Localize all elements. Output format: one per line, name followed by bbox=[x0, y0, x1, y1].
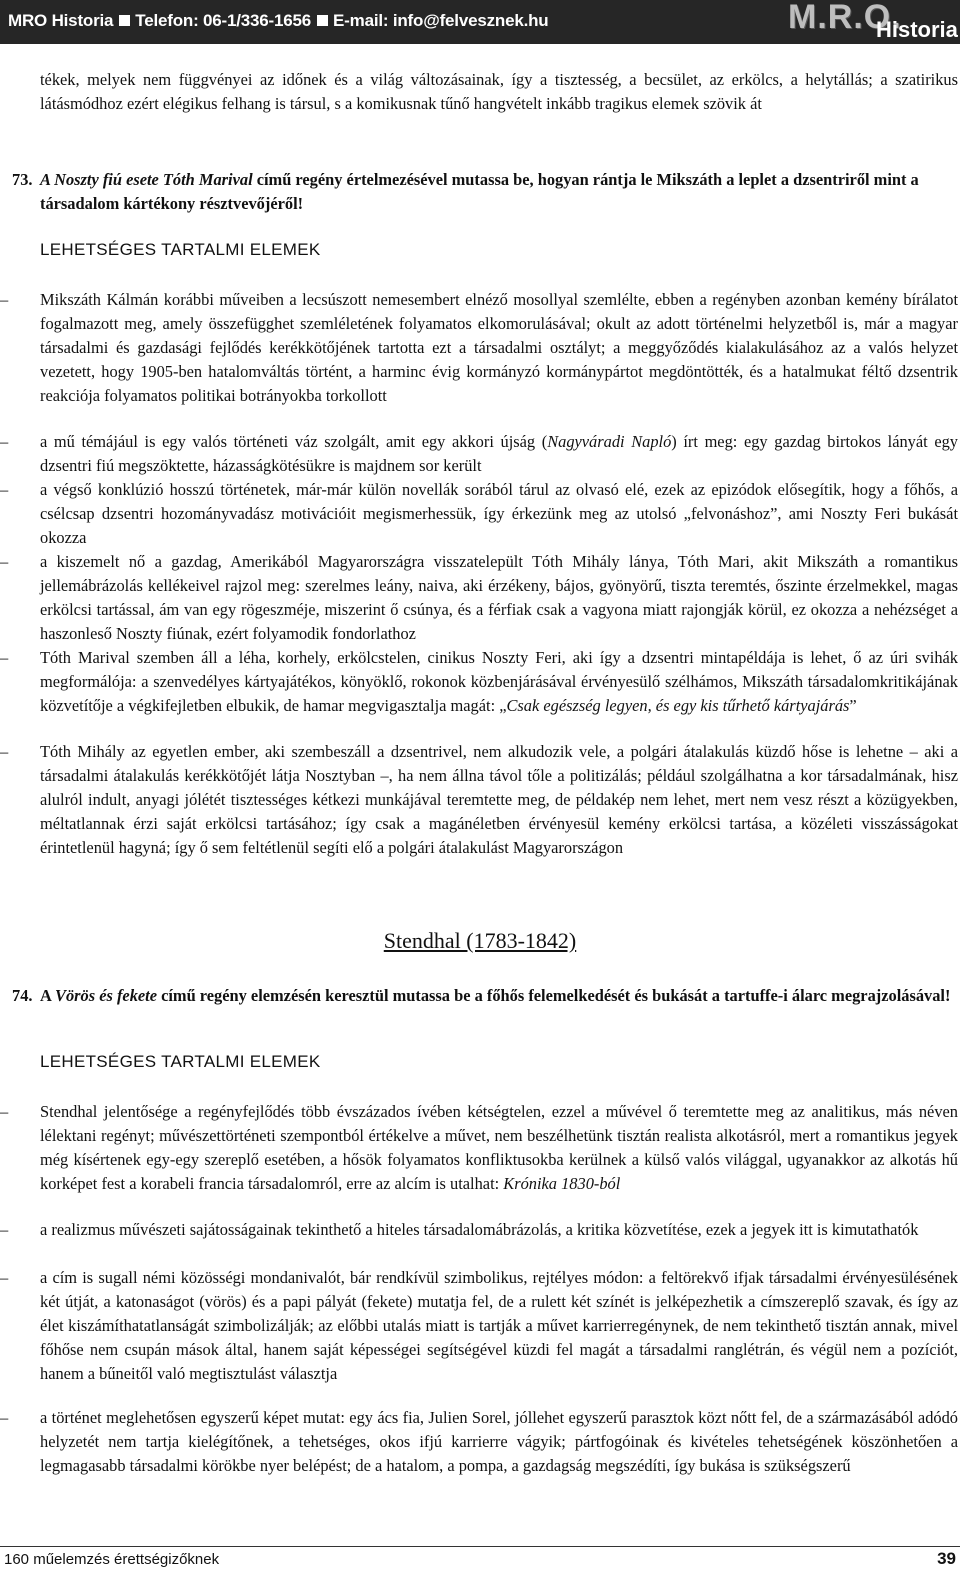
list-dash: – bbox=[0, 432, 9, 451]
list-dash: – bbox=[0, 552, 9, 571]
mro-historia-logo bbox=[788, 2, 958, 42]
list-dash: – bbox=[0, 648, 9, 667]
list-dash: – bbox=[0, 1268, 9, 1287]
list-item: a cím is sugall némi közösségi mondanivalót, bár rendkívül szimbolikus, rejtélyes módon: a feltörekvő ifjak társadalmi érvényesülésének két útját, a katonaságot (vörös) és a papi pályát (fekete) mutatja fel, de a rulett két színét is jelképezhetik a címszereplő szavak, és így az élet kiszámíthatatlanságát szimbolizálják; az előbbi utalás miatt is tartják a művet karrierregénynek, de nem tekinthető tisztán annak, mivel főhőse nem csupán mások által, hanem saját képességei segítségével küzdi fel magát a társadalmi ranglétrán, és végül nem a pozíciót, hanem a bűneitől való megtisztulást választja bbox=[40, 1268, 958, 1383]
question-73-title: A Noszty fiú esete Tóth Marival bbox=[40, 170, 253, 189]
list-item-text: ) írt meg: egy gazdag birtokos lányát egy dzsentri fiú megszöktette, házasságkötésükre is majdnem sor került bbox=[40, 432, 958, 475]
section-title: Stendhal (1783-1842) bbox=[383, 928, 577, 953]
question-74-text bbox=[40, 984, 958, 1008]
newspaper-title: Nagyváradi Napló bbox=[547, 432, 672, 451]
question-74-number: 74. bbox=[12, 986, 33, 1005]
page-number: 39 bbox=[937, 1549, 956, 1568]
question-73-body: című regény értelmezésével mutassa be, hogyan rántja le Mikszáth a leplet a dzsentriről mint a társadalom kártékony résztvevőjéről! bbox=[40, 170, 919, 213]
question-74-prefix: A bbox=[40, 986, 56, 1005]
logo-historia-text: Historia bbox=[876, 17, 958, 42]
quote-text: Csak egészség legyen, és egy kis tűrhető kártyajárás bbox=[506, 696, 850, 715]
square-bullet-icon bbox=[119, 15, 130, 26]
list-item bbox=[40, 430, 958, 478]
header-email: E-mail: info@felvesznek.hu bbox=[333, 11, 549, 30]
list-item bbox=[40, 1100, 958, 1196]
logo-mro-text: M.R.O. bbox=[788, 0, 902, 36]
header-brand: MRO Historia bbox=[8, 11, 114, 30]
question-73-number: 73. bbox=[12, 170, 33, 189]
footer-title: 160 műelemzés érettségizőknek bbox=[4, 1551, 220, 1568]
list-item-text: a mű témájául is egy valós történeti váz szolgált, amit egy akkori újság ( bbox=[40, 432, 548, 451]
list-dash: – bbox=[0, 290, 9, 309]
list-dash: – bbox=[0, 480, 9, 499]
question-74-title: Vörös és fekete bbox=[55, 986, 157, 1005]
list-dash: – bbox=[0, 742, 9, 761]
square-bullet-icon bbox=[317, 15, 328, 26]
header-contact bbox=[8, 11, 548, 31]
list-item: a realizmus művészeti sajátosságainak tekinthető a hiteles társadalomábrázolás, a kritika közvetítése, ezek a jegyek itt is kimutathatók bbox=[40, 1220, 919, 1239]
list-dash: – bbox=[0, 1102, 9, 1121]
q74-subheading: LEHETSÉGES TARTALMI ELEMEK bbox=[40, 1052, 321, 1071]
list-item bbox=[40, 646, 958, 718]
list-item-text: Stendhal jelentősége a regényfejlődés több évszázados ívében kétségtelen, ezzel a művével ő teremtette meg az analitikus, más néven lélektani regényt; művészettörténeti szempontból értékelve a művet, nem beszélhetünk tisztán realista alkotásról, mert a romantikus jegyek még kísértenek egy-egy szereplő esetében, a hősök folyamatos konfliktusokba kerülnek a külső valós világgal, ugyanakkor az alkotás hű korképet fest a korabeli francia társadalomról, erre az alcím is utalhat: bbox=[40, 1102, 958, 1193]
list-item: a kiszemelt nő a gazdag, Amerikából Magyarországra visszatelepült Tóth Mihály lánya, Tóth Mari, akit Mikszáth a romantikus jellemábrázolás kellékeivel rajzol meg: szerelmes leány, naiva, aki érzékeny, bájos, gyönyörű, tiszta teremtés, őszinte érzelmekkel, magas erkölcsi tartással, ám van egy rögeszméje, miszerint ő csúnya, és a férfiak csak a vagyona miatt rajongják körül, ez okozza a nehézséget a haszonleső Noszty fiúnak, ezért folyamodik fondorlathoz bbox=[40, 552, 958, 643]
footer-divider bbox=[0, 1546, 960, 1547]
list-dash: – bbox=[0, 1408, 9, 1427]
page-header bbox=[0, 0, 960, 44]
list-dash: – bbox=[0, 1220, 9, 1239]
list-item-text: ” bbox=[849, 696, 857, 715]
subtitle-quote: Krónika 1830-ból bbox=[503, 1174, 621, 1193]
header-phone: Telefon: 06-1/336-1656 bbox=[135, 11, 312, 30]
list-item: Tóth Mihály az egyetlen ember, aki szembeszáll a dzsentrivel, nem alkudozik vele, a polgári átalakulás küzdő hőse is lehetne – aki a társadalmi átalakulás kerékkötőjét látja Nosztyban –, ha nem állna távol tőle a politizálás; például szolgálhatna a kor társadalmának, hisz alulról indult, anyagi jólétét tisztességes kétkezi munkájával teremtette meg, de példakép nem lehet, mert nem vesz részt a közügyekben, méltatlannak érzi saját erkölcsi tartásához; így csak a magánéletben érvényesül kemény erkölcsi tartása, a közéleti visszásságokat érintetlenül hagyná; így ő sem feltétlenül segíti elő a polgári átalakulást Magyarországon bbox=[40, 742, 958, 857]
question-74-body: című regény elemzésén keresztül mutassa be a főhős felemelkedését és bukását a tartuffe-i álarc megrajzolásával! bbox=[157, 986, 951, 1005]
intro-paragraph: tékek, melyek nem függvényei az időnek és a világ változásainak, így a tisztesség, a becsület, az erkölcs, a helytállás; a szatirikus látásmódhoz ezért elégikus felhang is társul, s a komikusnak tűnő hangvételt inkább tragikus elemek szövik át bbox=[40, 70, 958, 113]
list-item: a történet meglehetősen egyszerű képet mutat: egy ács fia, Julien Sorel, jóllehet egyszerű parasztok közt nőtt fel, de a származásából adódó helyzetét nem tartja kielégítőnek, a tehetséges, okos ifjú karrierre vágyik; pártfogóinak és kivételes tehetségének köszönhetően a legmagasabb társadalmi körökbe nyer belépést; de a hatalom, a pompa, a gazdagság megszédíti, így bukása is szükségszerű bbox=[40, 1408, 958, 1475]
question-73-text bbox=[40, 168, 958, 216]
list-item-text: Tóth Marival szemben áll a léha, korhely, erkölcstelen, cinikus Noszty Feri, aki így a dzsentri mintapéldája is lehet, ő az úri svihák megformálója: a szenvedélyes kártyajátékos, könyöklő, rokonok közbenjárásával érvényesülő szélhámos, Mikszáth társadalomkritikájának közvetítője a végkifejletben elbukik, de hamar megvigasztalja magát: „ bbox=[40, 648, 958, 715]
list-item: a végső konklúzió hosszú történetek, már-már külön novellák sorából tárul az olvasó elé, ezek az epizódok elősegítik, hogy a főhős, a csélcsap dzsentri hozományvadász motivációit megismerhessük, így érkezünk meg az utolsó „felvonáshoz”, ami Noszty Feri bukását okozza bbox=[40, 480, 958, 547]
list-item: Mikszáth Kálmán korábbi műveiben a lecsúszott nemesembert elnéző mosollyal szemlélte, ebben a regényben azonban kemény bírálatot fogalmazott meg, amely összefügghet szemléletének folyamatos elkomorulásával; okult az adott történelmi helyzetből is, már a magyar társadalmi és gazdasági fejlődés kerékkötőjének tartotta ezt a társadalmi osztályt; a meggyőződés kialakulásához az a valós helyzet vezetett, hogy 1905-ben hatalomváltás történt, a harminc évig kormányzó kormánypártot megdöntötték, és a hatalmukat féltő dzsentrik reakciója folyamatos politikai botrányokba torkollott bbox=[40, 290, 958, 405]
q73-subheading: LEHETSÉGES TARTALMI ELEMEK bbox=[40, 240, 321, 259]
